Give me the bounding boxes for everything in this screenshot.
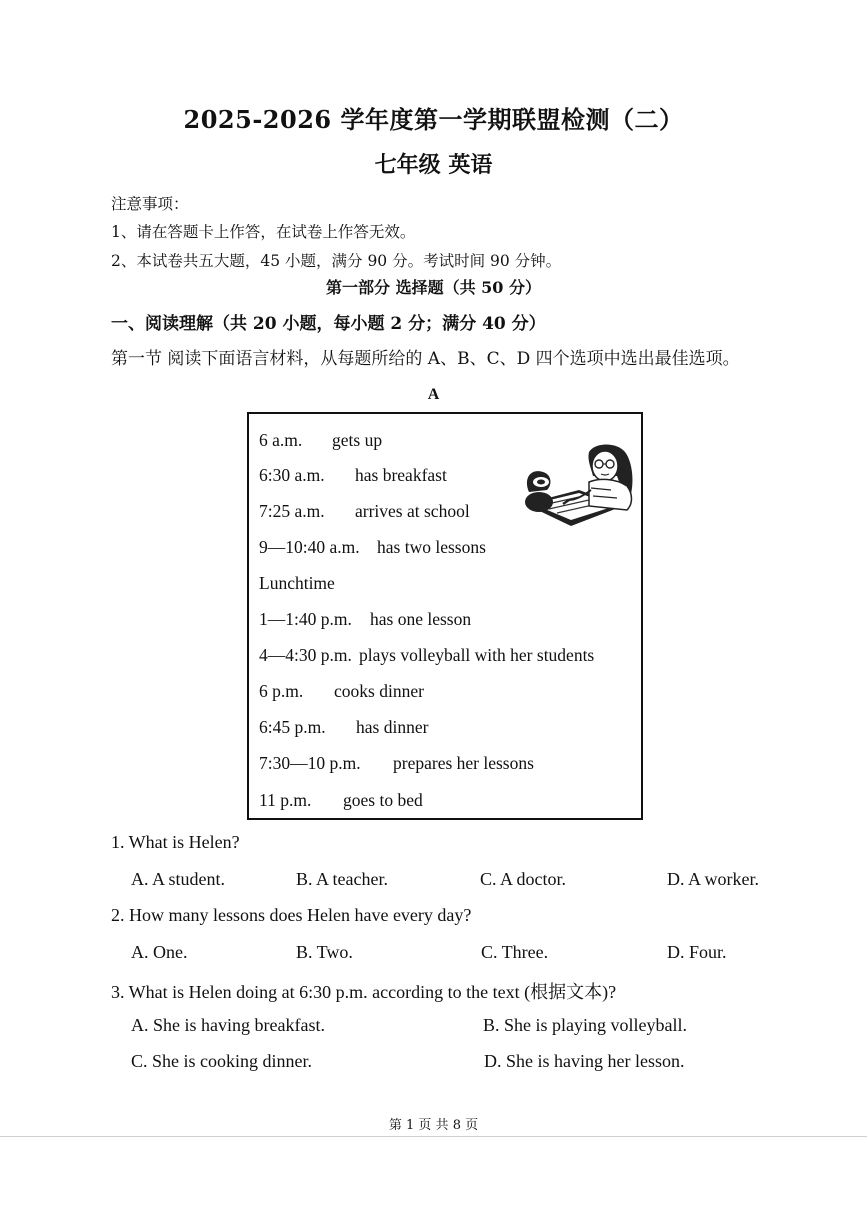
notice-item-1: 1、请在答题卡上作答，在试卷上作答无效。: [111, 223, 416, 241]
schedule-box: [247, 412, 643, 820]
part-title: 第一部分 选择题（共 50 分）: [326, 278, 541, 297]
section-title: 一、阅读理解（共 20 小题，每小题 2 分；满分 40 分）: [111, 314, 546, 334]
question-1-option-b[interactable]: B. A teacher.: [296, 869, 388, 889]
schedule-row: [259, 573, 335, 594]
schedule-activity: has two lessons: [377, 537, 486, 557]
question-3-text: 3. What is Helen doing at 6:30 p.m. according to the text (根据文本)?: [111, 982, 617, 1002]
schedule-time: 6 a.m.: [259, 430, 303, 450]
question-3-option-c[interactable]: C. She is cooking dinner.: [131, 1051, 312, 1071]
footer-divider: [0, 1136, 867, 1137]
schedule-activity: has breakfast: [355, 465, 447, 485]
schedule-time: 7:30—10 p.m.: [259, 753, 361, 773]
schedule-activity: arrives at school: [355, 501, 470, 521]
schedule-time: 6 p.m.: [259, 681, 304, 701]
schedule-row: [259, 609, 471, 630]
schedule-row: [259, 753, 534, 774]
question-1-option-c[interactable]: C. A doctor.: [480, 869, 567, 889]
schedule-row: [259, 465, 447, 486]
schedule-time: 11 p.m.: [259, 790, 312, 810]
exam-title: 2025-2026 学年度第一学期联盟检测（二）: [183, 105, 684, 134]
schedule-row: [259, 717, 428, 738]
schedule-row: [259, 790, 423, 811]
schedule-activity: has dinner: [356, 717, 429, 737]
question-1-option-d[interactable]: D. A worker.: [667, 869, 759, 889]
notice-item-2: 2、本试卷共五大题，45 小题，满分 90 分。考试时间 90 分钟。: [111, 252, 562, 270]
question-3-option-b[interactable]: B. She is playing volleyball.: [483, 1015, 687, 1035]
notice-heading: 注意事项：: [111, 195, 189, 213]
question-2-option-c[interactable]: C. Three.: [481, 942, 549, 962]
schedule-row: [259, 501, 470, 522]
schedule-row: [259, 645, 594, 666]
question-2-option-a[interactable]: A. One.: [131, 942, 188, 962]
question-2-option-d[interactable]: D. Four.: [667, 942, 727, 962]
schedule-time: Lunchtime: [259, 573, 335, 593]
exam-subtitle: 七年级 英语: [374, 152, 493, 178]
question-2-option-b[interactable]: B. Two.: [296, 942, 353, 962]
schedule-time: 4—4:30 p.m.: [259, 645, 352, 665]
schedule-row: [259, 681, 424, 702]
question-2-text: 2. How many lessons does Helen have every day?: [111, 905, 472, 925]
schedule-row: [259, 537, 486, 558]
schedule-time: 1—1:40 p.m.: [259, 609, 352, 629]
question-1-option-a[interactable]: A. A student.: [131, 869, 226, 889]
schedule-activity: gets up: [332, 430, 383, 450]
schedule-time: 9—10:40 a.m.: [259, 537, 360, 557]
section-instruction: 第一节 阅读下面语言材料，从每题所给的 A、B、C、D 四个选项中选出最佳选项。: [111, 349, 740, 369]
passage-label: A: [427, 386, 440, 403]
schedule-time: 7:25 a.m.: [259, 501, 325, 521]
question-3-option-a[interactable]: A. She is having breakfast.: [131, 1015, 325, 1035]
schedule-activity: has one lesson: [370, 609, 472, 629]
teacher-writing-illustration: [519, 442, 639, 534]
question-3-option-d[interactable]: D. She is having her lesson.: [484, 1051, 685, 1071]
schedule-activity: cooks dinner: [334, 681, 424, 701]
page-number: 第 1 页 共 8 页: [388, 1118, 479, 1133]
schedule-row: [259, 430, 382, 451]
schedule-time: 6:30 a.m.: [259, 465, 325, 485]
question-1-text: 1. What is Helen?: [111, 832, 240, 852]
schedule-activity: plays volleyball with her students: [359, 645, 595, 665]
schedule-time: 6:45 p.m.: [259, 717, 326, 737]
schedule-activity: goes to bed: [343, 790, 423, 810]
schedule-activity: prepares her lessons: [393, 753, 534, 773]
